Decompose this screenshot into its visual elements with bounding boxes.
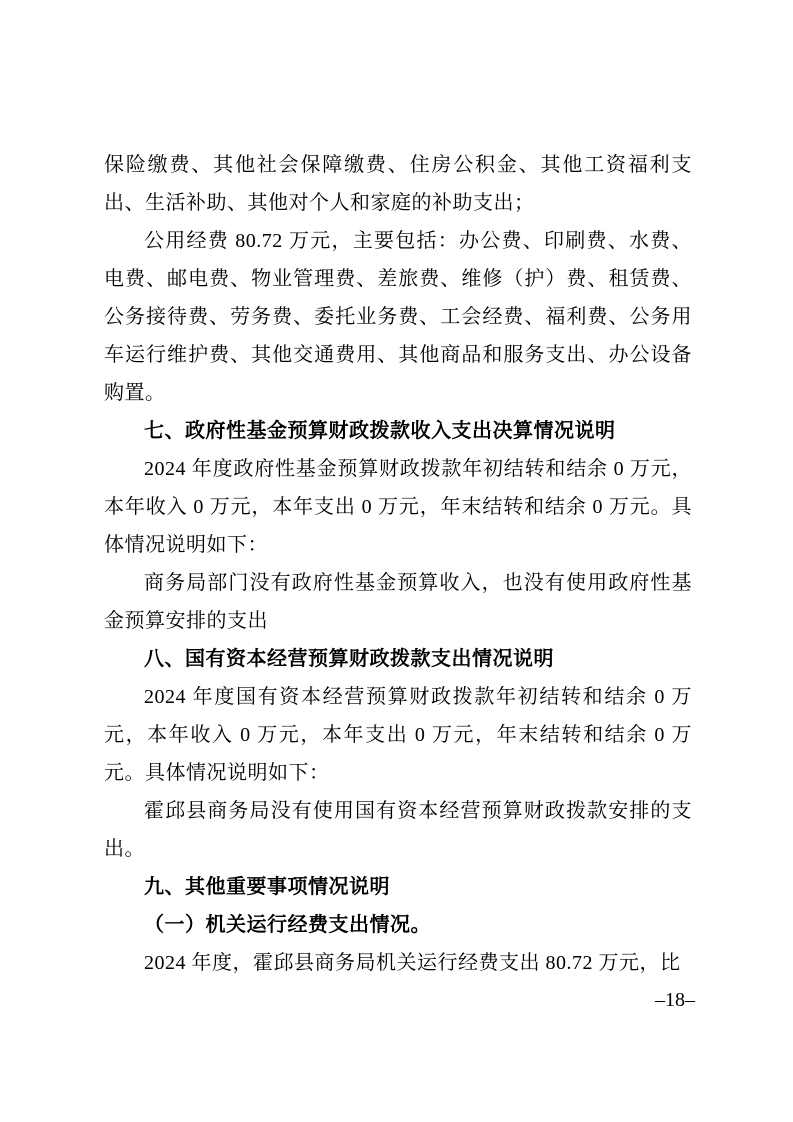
- section-heading: 八、国有资本经营预算财政拨款支出情况说明: [144, 648, 554, 670]
- section-heading: （一）机关运行经费支出情况。: [144, 914, 431, 936]
- body-paragraph: 2024 年度政府性基金预算财政拨款年初结转和结余 0 万元，本年收入 0 万元，本年支出 0 万元，年末结转和结余 0 万元。具体情况说明如下：: [104, 458, 692, 556]
- document-body: [104, 146, 692, 982]
- section-heading: 七、政府性基金预算财政拨款收入支出决算情况说明: [144, 420, 616, 442]
- body-paragraph: 商务局部门没有政府性基金预算收入，也没有使用政府性基金预算安排的支出: [104, 572, 692, 632]
- page-number: –18–: [655, 989, 695, 1011]
- body-paragraph: 2024 年度，霍邱县商务局机关运行经费支出 80.72 万元，比: [144, 952, 681, 974]
- body-paragraph: 保险缴费、其他社会保障缴费、住房公积金、其他工资福利支出、生活补助、其他对个人和家庭的补助支出；: [104, 154, 692, 214]
- body-paragraph: 公用经费 80.72 万元，主要包括：办公费、印刷费、水费、电费、邮电费、物业管理费、差旅费、维修（护）费、租赁费、公务接待费、劳务费、委托业务费、工会经费、福利费、公务用车运行维护费、其他交通费用、其他商品和服务支出、办公设备购置。: [104, 230, 692, 404]
- body-paragraph: 2024 年度国有资本经营预算财政拨款年初结转和结余 0 万元，本年收入 0 万元，本年支出 0 万元，年末结转和结余 0 万元。具体情况说明如下：: [104, 686, 692, 784]
- section-heading: 九、其他重要事项情况说明: [144, 876, 390, 898]
- body-paragraph: 霍邱县商务局没有使用国有资本经营预算财政拨款安排的支出。: [104, 800, 692, 860]
